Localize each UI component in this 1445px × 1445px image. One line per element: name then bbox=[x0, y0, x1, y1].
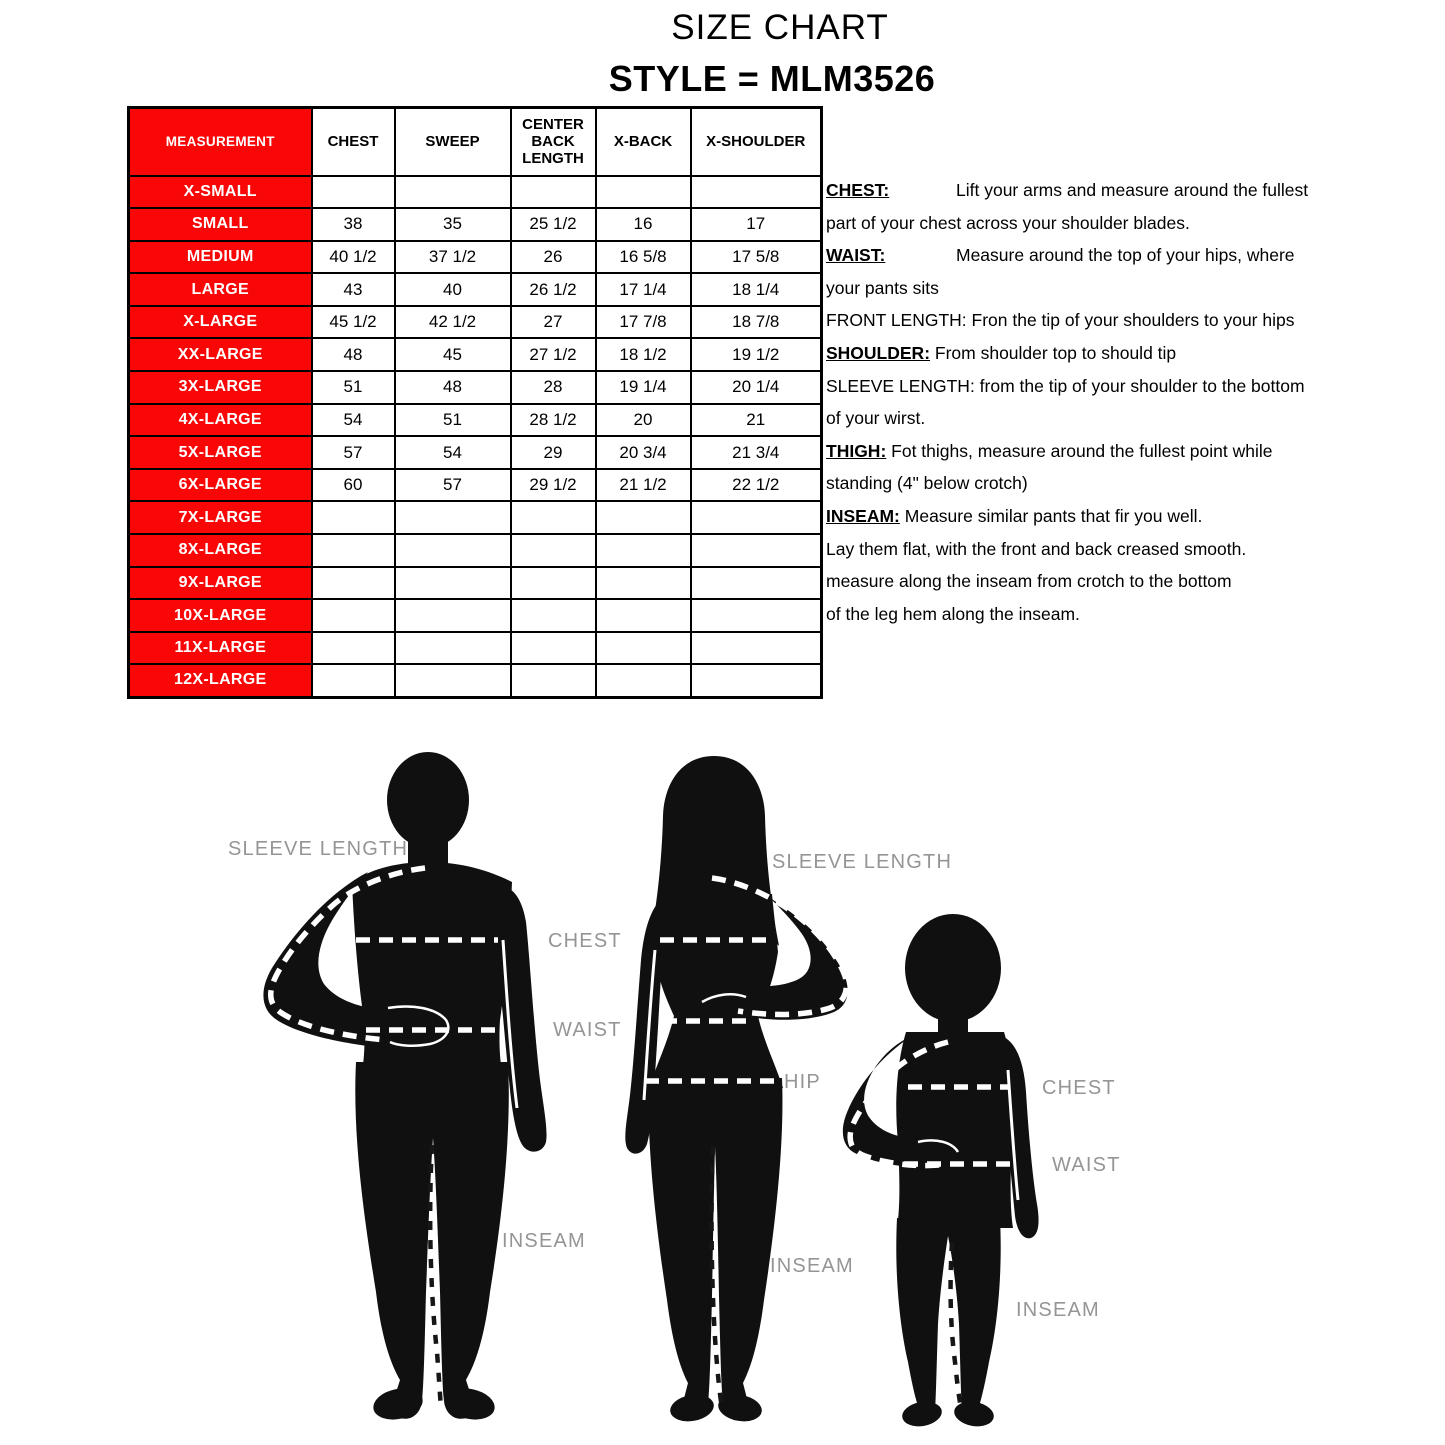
table-row-xx-large bbox=[129, 338, 822, 371]
instruction-text: Fot thighs, measure around the fullest point while bbox=[891, 440, 1273, 461]
header-measurement: MEASUREMENT bbox=[129, 108, 312, 176]
cell: 40 1/2 bbox=[312, 241, 395, 274]
cell: 40 bbox=[395, 273, 511, 306]
cell bbox=[312, 567, 395, 600]
instruction-line-chest bbox=[826, 174, 1436, 207]
instruction-line-inseam bbox=[826, 500, 1436, 533]
cell: 18 1/4 bbox=[691, 273, 822, 306]
cell: 21 1/2 bbox=[596, 469, 691, 502]
size-chart-table bbox=[127, 106, 823, 699]
instruction-line-shoulder bbox=[826, 337, 1436, 370]
cell bbox=[691, 567, 822, 600]
table-row-10x-large bbox=[129, 599, 822, 632]
size-label: 11X-LARGE bbox=[129, 632, 312, 665]
cell bbox=[395, 599, 511, 632]
size-label: SMALL bbox=[129, 208, 312, 241]
instruction-line bbox=[826, 565, 1436, 598]
size-label: XX-LARGE bbox=[129, 338, 312, 371]
man-inseam-label: INSEAM bbox=[502, 1230, 586, 1252]
header-chest: CHEST bbox=[312, 108, 395, 176]
man-chest-label: CHEST bbox=[548, 930, 622, 952]
cell bbox=[511, 534, 596, 567]
man-waist-label: WAIST bbox=[553, 1019, 622, 1041]
instruction-label: CHEST: bbox=[826, 180, 890, 200]
cell bbox=[511, 501, 596, 534]
cell bbox=[691, 534, 822, 567]
instruction-text: Lift your arms and measure around the fullest bbox=[956, 180, 1309, 200]
cell: 29 1/2 bbox=[511, 469, 596, 502]
instruction-text: of the leg hem along the inseam. bbox=[826, 603, 1080, 624]
header-sweep: SWEEP bbox=[395, 108, 511, 176]
cell: 45 1/2 bbox=[312, 306, 395, 339]
cell bbox=[395, 501, 511, 534]
cell: 28 1/2 bbox=[511, 404, 596, 437]
table-row-large bbox=[129, 273, 822, 306]
instruction-line-thigh bbox=[826, 435, 1436, 468]
instruction-label: SHOULDER: bbox=[826, 342, 931, 363]
cell: 19 1/2 bbox=[691, 338, 822, 371]
cell: 51 bbox=[395, 404, 511, 437]
cell bbox=[312, 534, 395, 567]
man-sleeve-length-label: SLEEVE LENGTH bbox=[228, 838, 409, 860]
instruction-label: INSEAM: bbox=[826, 505, 900, 526]
instruction-text: standing (4" below crotch) bbox=[826, 473, 1028, 494]
size-label: 4X-LARGE bbox=[129, 404, 312, 437]
instruction-text: From shoulder top to should tip bbox=[934, 342, 1177, 363]
instruction-line bbox=[826, 533, 1436, 566]
size-label: 8X-LARGE bbox=[129, 534, 312, 567]
cell: 18 1/2 bbox=[596, 338, 691, 371]
cell: 43 bbox=[312, 273, 395, 306]
table-row-12x-large bbox=[129, 664, 822, 697]
size-label: 10X-LARGE bbox=[129, 599, 312, 632]
instruction-text: FRONT LENGTH: Fron the tip of your shoulders to your hips bbox=[826, 310, 1295, 331]
cell bbox=[596, 501, 691, 534]
cell: 60 bbox=[312, 469, 395, 502]
size-label: 12X-LARGE bbox=[129, 664, 312, 697]
page-title: SIZE CHART bbox=[671, 8, 889, 47]
cell: 57 bbox=[312, 436, 395, 469]
table-row-9x-large bbox=[129, 567, 822, 600]
cell: 27 bbox=[511, 306, 596, 339]
header-row bbox=[129, 108, 822, 176]
cell bbox=[312, 664, 395, 697]
instruction-line bbox=[826, 272, 1436, 305]
cell: 48 bbox=[312, 338, 395, 371]
cell: 21 bbox=[691, 404, 822, 437]
instruction-text: SLEEVE LENGTH: from the tip of your shoulder to the bottom bbox=[826, 375, 1305, 396]
cell: 26 bbox=[511, 241, 596, 274]
cell: 16 5/8 bbox=[596, 241, 691, 274]
cell: 17 bbox=[691, 208, 822, 241]
cell: 20 1/4 bbox=[691, 371, 822, 404]
table-row-5x-large bbox=[129, 436, 822, 469]
instruction-label: THIGH: bbox=[826, 440, 887, 461]
table-row-4x-large bbox=[129, 404, 822, 437]
cell: 37 1/2 bbox=[395, 241, 511, 274]
cell bbox=[691, 501, 822, 534]
cell: 17 5/8 bbox=[691, 241, 822, 274]
instruction-line bbox=[826, 402, 1436, 435]
cell bbox=[395, 176, 511, 209]
cell: 45 bbox=[395, 338, 511, 371]
instruction-text: Lay them flat, with the front and back creased smooth. bbox=[826, 538, 1247, 559]
header-x-back: X-BACK bbox=[596, 108, 691, 176]
cell bbox=[511, 632, 596, 665]
instruction-text: Measure around the top of your hips, where bbox=[956, 245, 1295, 266]
cell bbox=[395, 632, 511, 665]
size-label: X-LARGE bbox=[129, 306, 312, 339]
style-subtitle: STYLE = MLM3526 bbox=[608, 58, 936, 99]
cell: 20 bbox=[596, 404, 691, 437]
cell: 21 3/4 bbox=[691, 436, 822, 469]
cell: 19 1/4 bbox=[596, 371, 691, 404]
cell: 29 bbox=[511, 436, 596, 469]
man-silhouette bbox=[228, 752, 622, 1424]
table-row-medium bbox=[129, 241, 822, 274]
table-row-x-large bbox=[129, 306, 822, 339]
cell bbox=[395, 534, 511, 567]
instruction-line bbox=[826, 467, 1436, 500]
table-row-8x-large bbox=[129, 534, 822, 567]
cell: 17 1/4 bbox=[596, 273, 691, 306]
cell bbox=[691, 176, 822, 209]
cell bbox=[511, 176, 596, 209]
cell: 28 bbox=[511, 371, 596, 404]
instruction-line bbox=[826, 598, 1436, 631]
woman-sleeve-length-label: SLEEVE LENGTH bbox=[772, 851, 953, 873]
cell: 26 1/2 bbox=[511, 273, 596, 306]
woman-hip-label: HIP bbox=[784, 1071, 821, 1093]
cell: 38 bbox=[312, 208, 395, 241]
child-silhouette bbox=[843, 914, 1121, 1429]
cell: 18 7/8 bbox=[691, 306, 822, 339]
instruction-text: measure along the inseam from crotch to the bottom bbox=[826, 571, 1232, 592]
cell bbox=[395, 664, 511, 697]
cell bbox=[596, 567, 691, 600]
cell: 51 bbox=[312, 371, 395, 404]
cell bbox=[596, 534, 691, 567]
child-chest-label: CHEST bbox=[1042, 1077, 1116, 1099]
cell bbox=[596, 599, 691, 632]
cell bbox=[596, 664, 691, 697]
cell bbox=[511, 599, 596, 632]
cell bbox=[596, 176, 691, 209]
table-row-small bbox=[129, 208, 822, 241]
cell bbox=[312, 632, 395, 665]
size-label: LARGE bbox=[129, 273, 312, 306]
size-label: 5X-LARGE bbox=[129, 436, 312, 469]
instruction-line-sleeve-length bbox=[826, 370, 1436, 403]
cell: 35 bbox=[395, 208, 511, 241]
instruction-line bbox=[826, 207, 1436, 240]
measurement-figures bbox=[0, 730, 1445, 1445]
cell: 20 3/4 bbox=[596, 436, 691, 469]
cell bbox=[312, 599, 395, 632]
size-label: X-SMALL bbox=[129, 176, 312, 209]
cell bbox=[691, 632, 822, 665]
child-inseam-label: INSEAM bbox=[1016, 1299, 1100, 1321]
cell bbox=[312, 501, 395, 534]
cell bbox=[596, 632, 691, 665]
cell: 57 bbox=[395, 469, 511, 502]
instruction-text: part of your chest across your shoulder blades. bbox=[826, 212, 1190, 233]
cell bbox=[511, 664, 596, 697]
size-label: 9X-LARGE bbox=[129, 567, 312, 600]
instruction-text: of your wirst. bbox=[826, 408, 926, 429]
instruction-line-front-length bbox=[826, 304, 1436, 337]
instruction-line-waist bbox=[826, 239, 1436, 272]
header-x-shoulder: X-SHOULDER bbox=[691, 108, 822, 176]
table-row-3x-large bbox=[129, 371, 822, 404]
child-waist-label: WAIST bbox=[1052, 1154, 1121, 1176]
size-label: 7X-LARGE bbox=[129, 501, 312, 534]
cell: 42 1/2 bbox=[395, 306, 511, 339]
cell: 48 bbox=[395, 371, 511, 404]
cell: 54 bbox=[312, 404, 395, 437]
table-row-x-small bbox=[129, 176, 822, 209]
instruction-text: your pants sits bbox=[826, 277, 939, 298]
table-row-11x-large bbox=[129, 632, 822, 665]
size-label: 6X-LARGE bbox=[129, 469, 312, 502]
cell bbox=[511, 567, 596, 600]
size-label: MEDIUM bbox=[129, 241, 312, 274]
cell bbox=[691, 599, 822, 632]
cell bbox=[395, 567, 511, 600]
table-row-6x-large bbox=[129, 469, 822, 502]
measuring-instructions bbox=[826, 174, 1436, 630]
woman-inseam-label: INSEAM bbox=[770, 1255, 854, 1277]
cell: 25 1/2 bbox=[511, 208, 596, 241]
cell bbox=[691, 664, 822, 697]
cell: 54 bbox=[395, 436, 511, 469]
cell: 17 7/8 bbox=[596, 306, 691, 339]
header-center-back-length: CENTER BACK LENGTH bbox=[511, 108, 596, 176]
size-label: 3X-LARGE bbox=[129, 371, 312, 404]
instruction-label: WAIST: bbox=[826, 245, 886, 266]
cell: 16 bbox=[596, 208, 691, 241]
cell: 27 1/2 bbox=[511, 338, 596, 371]
table-row-7x-large bbox=[129, 501, 822, 534]
cell bbox=[312, 176, 395, 209]
instruction-text: Measure similar pants that fir you well. bbox=[904, 505, 1203, 526]
cell: 22 1/2 bbox=[691, 469, 822, 502]
